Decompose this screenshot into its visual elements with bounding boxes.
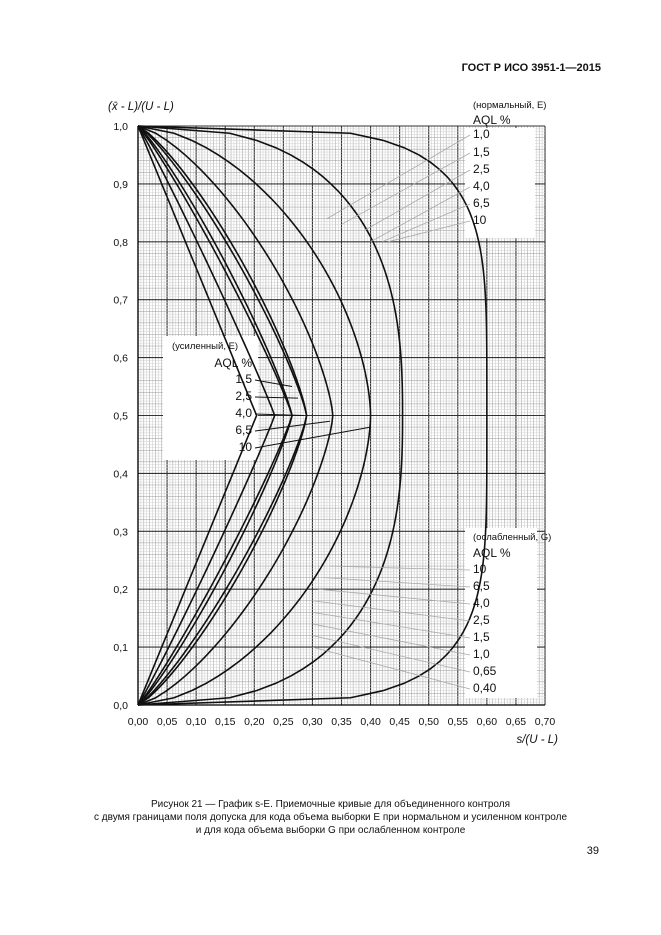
figure-caption (0, 798, 661, 837)
legend-normal-leader (327, 135, 470, 219)
legend-tightened-entry: 2,5 (235, 389, 252, 403)
y-tick-label: 0,2 (113, 584, 128, 597)
legend-reduced-entry: 4,0 (473, 596, 490, 610)
x-axis-label: s/(U - L) (516, 734, 558, 746)
legend-reduced-entry: 1,0 (473, 647, 490, 661)
legend-reduced-entry: 0,40 (473, 681, 497, 695)
legend-reduced-entry: 10 (473, 562, 487, 576)
legend-normal-entry: 6,5 (473, 196, 490, 210)
legend-tightened-entry: 1,5 (235, 372, 252, 386)
y-tick-label: 0,7 (113, 294, 128, 307)
legend-normal-title: (нормальный, E) (473, 100, 547, 111)
y-tick-label: 0,0 (113, 700, 128, 712)
x-tick-label: 0,30 (302, 716, 323, 728)
y-tick-label: 0,9 (113, 178, 128, 191)
x-tick-label: 0,05 (156, 716, 178, 728)
legend-reduced-entry: 2,5 (473, 613, 490, 627)
legend-reduced-entry: 0,65 (473, 664, 497, 678)
legend-normal-entry: 10 (473, 213, 487, 227)
caption-line: и для кода объема выборки G при ослабленном контроле (195, 825, 466, 836)
legend-reduced-title: (ослабленный, G) (473, 532, 552, 543)
x-tick-label: 0,15 (214, 716, 236, 728)
legend-reduced-entry: 1,5 (473, 630, 490, 644)
x-tick-label: 0,10 (185, 716, 207, 728)
standard-header: ГОСТ Р ИСО 3951-1—2015 (461, 62, 601, 74)
y-axis-label: (x̄ - L)/(U - L) (108, 101, 174, 113)
legend-tightened-entry: 10 (238, 440, 252, 454)
legend-normal-entry: 2,5 (473, 162, 490, 176)
x-tick-label: 0,40 (360, 716, 381, 728)
x-tick-label: 0,70 (534, 716, 556, 728)
caption-line: Рисунок 21 — График s-E. Приемочные кривые для объединенного контроля (150, 799, 510, 810)
x-tick-label: 0,25 (273, 716, 294, 728)
y-tick-label: 0,3 (113, 526, 128, 539)
y-tick-label: 0,1 (113, 642, 128, 655)
legend-normal-subtitle: AQL % (473, 113, 511, 127)
y-tick-label: 0,5 (113, 410, 128, 423)
legend-normal-entry: 4,0 (473, 179, 490, 193)
x-tick-label: 0,55 (447, 716, 469, 728)
x-tick-label: 0,20 (244, 716, 265, 728)
y-tick-label: 1,0 (113, 121, 128, 133)
legend-tightened-entry: 4,0 (235, 406, 252, 420)
legend-normal-entry: 1,0 (473, 127, 490, 141)
legend-tightened-title: (усиленный, E) (172, 341, 239, 352)
y-tick-label: 0,8 (113, 236, 128, 249)
legend-reduced-entry: 6,5 (473, 579, 490, 593)
caption-line: с двумя границами поля допуска для кода объема выборки E при нормальном и усиленном контроле (93, 812, 568, 823)
x-tick-label: 0,00 (127, 716, 149, 728)
x-tick-label: 0,45 (389, 716, 410, 728)
legend-normal-entry: 1,5 (473, 145, 490, 159)
y-tick-label: 0,4 (113, 468, 128, 481)
x-tick-label: 0,60 (476, 716, 498, 728)
x-tick-label: 0,35 (331, 716, 352, 728)
page-number: 39 (586, 845, 599, 857)
legend-normal-leader (365, 170, 470, 230)
legend-tightened-leader (255, 421, 330, 431)
legend-tightened-entry: 6,5 (235, 423, 252, 437)
y-tick-label: 0,6 (113, 352, 128, 365)
legend-reduced-leader (324, 578, 470, 587)
x-tick-label: 0,65 (505, 716, 527, 728)
x-tick-label: 0,50 (418, 716, 439, 728)
legend-reduced-subtitle: AQL % (473, 546, 511, 560)
legend-tightened-subtitle: AQL % (214, 356, 252, 370)
